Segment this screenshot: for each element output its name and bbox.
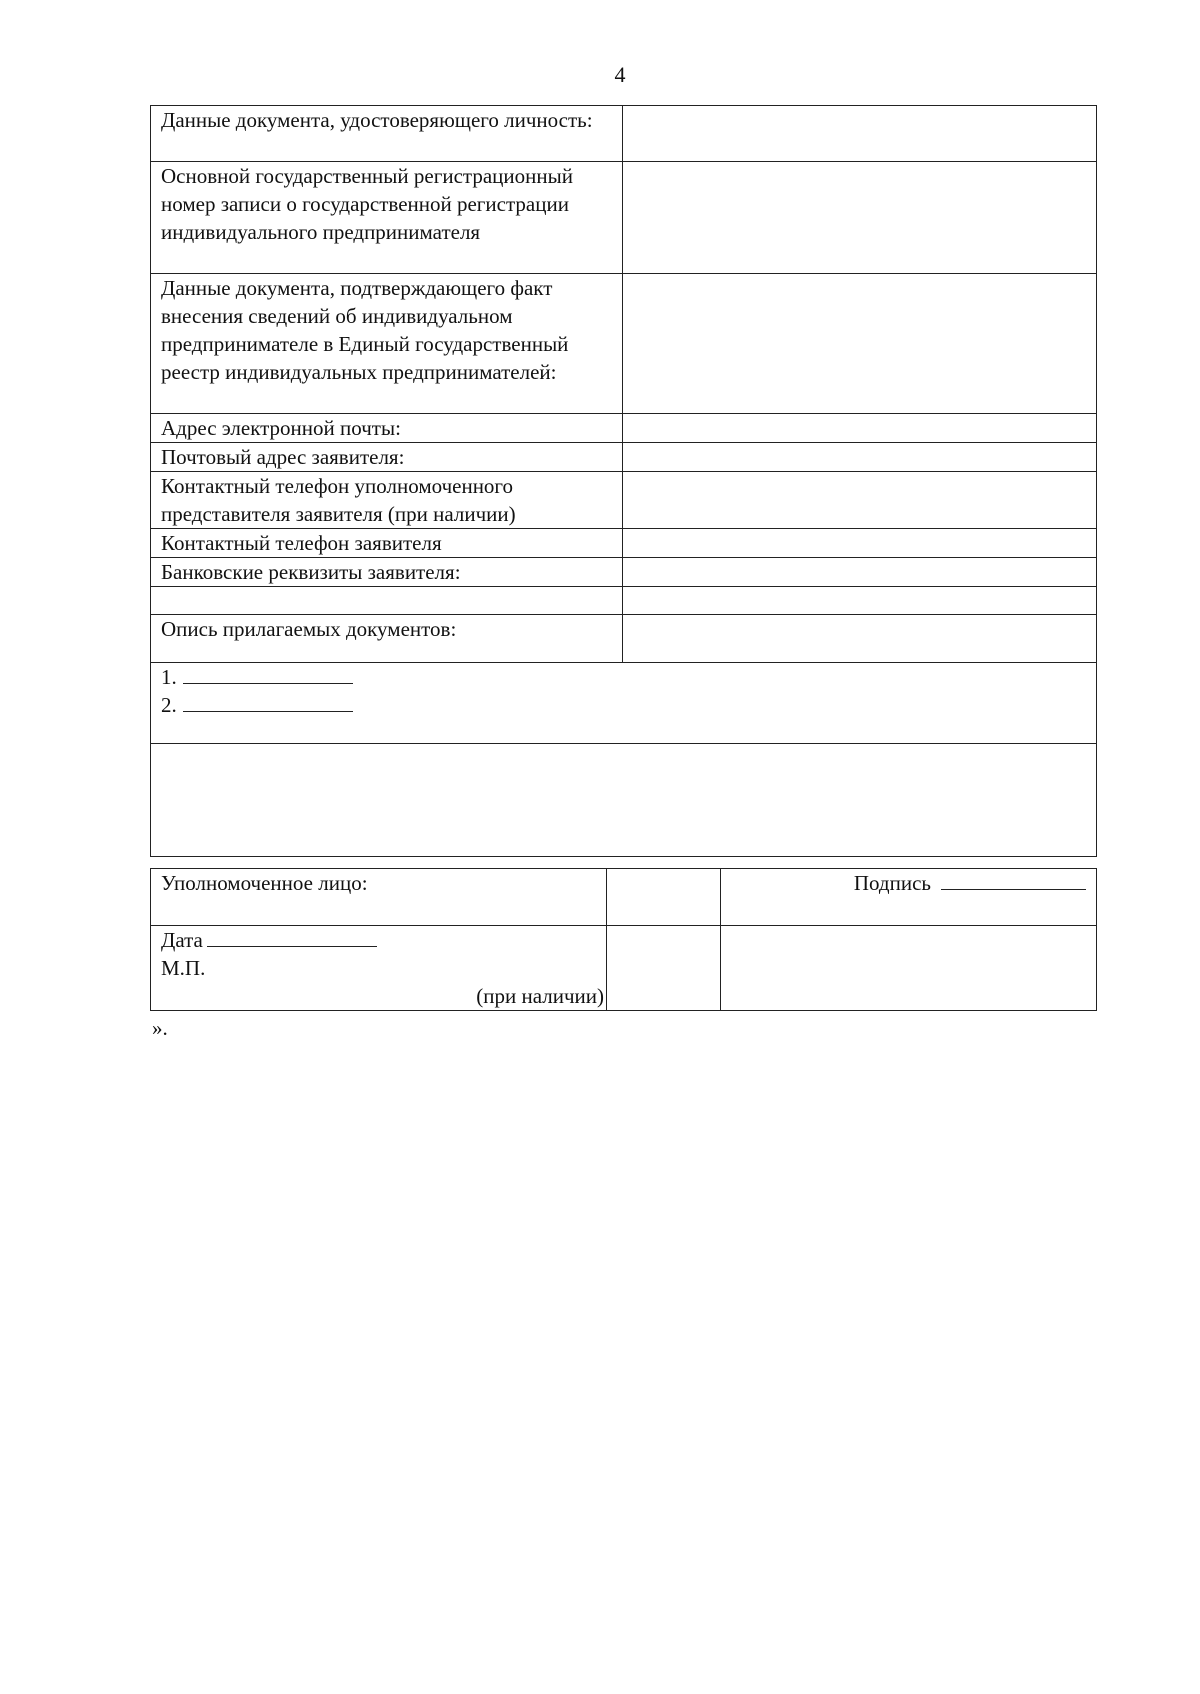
row-label: Основной государственный регистрационный номер записи о государственной регистрации индивидуального предпринимателя — [151, 162, 623, 274]
list-item — [161, 691, 1086, 719]
table-row — [151, 472, 1097, 529]
closing-quote: ». — [152, 1016, 168, 1040]
row-label: Данные документа, подтверждающего факт внесения сведений об индивидуальном предпринимателе в Единый государственный реестр индивидуальных предпринимателей: — [151, 274, 623, 414]
row-value[interactable] — [623, 615, 1097, 663]
row-value[interactable] — [623, 162, 1097, 274]
signature-row — [151, 869, 1097, 926]
table-row — [151, 529, 1097, 558]
list-item-number: 2. — [161, 693, 177, 717]
list-item-number: 1. — [161, 665, 177, 689]
signature-blank[interactable] — [941, 871, 1086, 890]
stamp-note: (при наличии) — [476, 984, 604, 1008]
table-row — [151, 587, 1097, 615]
row-label: Адрес электронной почты: — [151, 414, 623, 443]
row-value[interactable] — [623, 529, 1097, 558]
row-label: Данные документа, удостоверяющего личность: — [151, 106, 623, 162]
table-row — [151, 615, 1097, 663]
date-stamp-cell — [151, 926, 607, 1011]
row-value[interactable] — [623, 106, 1097, 162]
row-value[interactable] — [623, 558, 1097, 587]
row-label — [151, 587, 623, 615]
list-item-blank[interactable] — [183, 693, 353, 712]
list-item — [161, 663, 1086, 691]
row-label: Почтовый адрес заявителя: — [151, 443, 623, 472]
table-row — [151, 443, 1097, 472]
signature-label: Подпись — [853, 871, 931, 895]
date-blank[interactable] — [207, 928, 377, 947]
row-value[interactable] — [623, 274, 1097, 414]
table-row — [151, 558, 1097, 587]
signature-table — [150, 868, 1097, 1011]
row-label: Контактный телефон уполномоченного представителя заявителя (при наличии) — [151, 472, 623, 529]
attachments-row — [151, 663, 1097, 744]
authorized-person-label: Уполномоченное лицо: — [151, 869, 607, 926]
application-table — [150, 105, 1097, 857]
stamp-label: М.П. — [161, 956, 206, 980]
empty-row — [151, 744, 1097, 857]
signature-cell — [721, 869, 1097, 926]
row-value[interactable] — [623, 414, 1097, 443]
empty-cell[interactable] — [151, 744, 1097, 857]
stamp-area[interactable] — [721, 926, 1097, 1011]
row-value[interactable] — [623, 472, 1097, 529]
date-label: Дата — [161, 928, 203, 952]
table-row — [151, 106, 1097, 162]
table-row — [151, 274, 1097, 414]
row-label: Контактный телефон заявителя — [151, 529, 623, 558]
row-value[interactable] — [623, 587, 1097, 615]
table-row — [151, 414, 1097, 443]
row-value[interactable] — [623, 443, 1097, 472]
date-row — [151, 926, 1097, 1011]
authorized-person-value[interactable] — [607, 869, 721, 926]
date-value[interactable] — [607, 926, 721, 1011]
attachments-cell — [151, 663, 1097, 744]
row-label: Банковские реквизиты заявителя: — [151, 558, 623, 587]
page-number: 4 — [614, 62, 626, 87]
table-row — [151, 162, 1097, 274]
row-label: Опись прилагаемых документов: — [151, 615, 623, 663]
list-item-blank[interactable] — [183, 665, 353, 684]
